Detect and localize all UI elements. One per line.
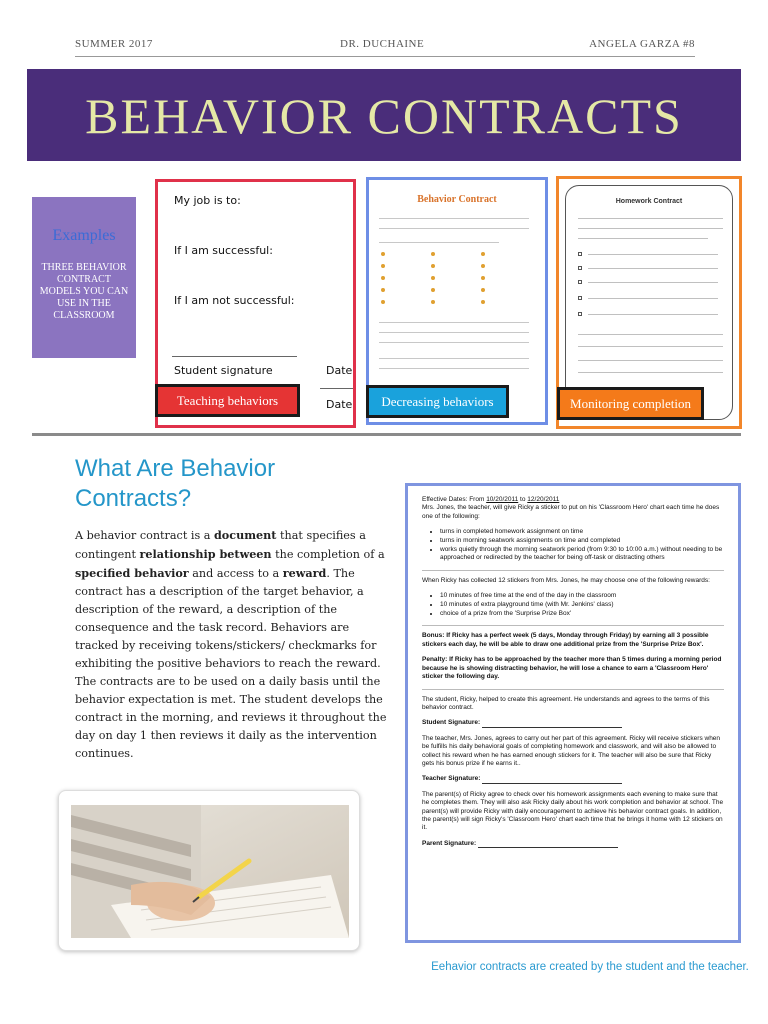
form-line: [379, 332, 529, 333]
body-emphasis: document: [213, 528, 277, 542]
checkbox-icon: [578, 312, 582, 316]
body-text: . The contract has a description of the target behavior, a description of the reward, a description of the consequence and the task record. Behaviors are tracked by receiving tokens/stickers/ checkmarks for exhibiting the positive behaviors to reach the reward. The contracts are to be used on a daily basis until the behavior expectation is met. The student develops the contract in the morning, and reviews it throughout the day on day 1 then reviews it daily as the intervention continues.: [75, 567, 387, 760]
tag-monitoring-completion: Monitoring completion: [557, 387, 704, 420]
body-text: A behavior contract is a: [75, 529, 214, 542]
form-line: [588, 254, 718, 255]
parent-text: The parent(s) of Ricky agree to check over his homework assignments each evening to make sure that he completes them. They will also ask Ricky daily about his work completion and behavior at school. The parent(s) will provide Ricky with daily encouragement to achieve his behavior contract goals. In addition, the parent(s) will sign Ricky's 'Classroom Hero' chart each time that he brings it home with 12 stickers on it.: [422, 790, 724, 832]
bullet-icon: [481, 276, 485, 280]
header-instructor: DR. DUCHAINE: [340, 38, 425, 50]
form-line: [578, 360, 723, 361]
examples-box: [32, 197, 136, 358]
header-author: ANGELA GARZA #8: [589, 38, 695, 50]
bullet-icon: [431, 264, 435, 268]
form-line: [379, 342, 529, 343]
parent-signature-label: Parent Signature:: [422, 839, 477, 847]
body-emphasis: reward: [282, 566, 327, 580]
page-title: BEHAVIOR CONTRACTS: [85, 88, 683, 144]
bullet-icon: [431, 300, 435, 304]
checkbox-icon: [578, 266, 582, 270]
bullet-icon: [381, 300, 385, 304]
teacher-signature-line: [482, 777, 622, 784]
reward-list: [440, 592, 724, 618]
rewards-intro: When Ricky has collected 12 stickers from Mrs. Jones, he may choose one of the following rewards:: [422, 576, 710, 584]
body-text: the completion of a: [271, 548, 385, 561]
list-item: • works quietly through the morning seatwork period (from 9:30 to 10:00 a.m.) without needing to be approached or redirected by the teacher for being off-task or distracting others: [440, 546, 724, 563]
signature-label: Student signature: [174, 364, 273, 377]
form-line: [578, 334, 723, 335]
dates-label: Effective Dates: From: [422, 496, 487, 503]
date-to: 12/20/2011: [527, 496, 560, 503]
page-header: [75, 38, 695, 54]
list-item: • 10 minutes of free time at the end of the day in the classroom: [440, 592, 724, 600]
success-label: If I am successful:: [174, 244, 273, 257]
checkbox-icon: [578, 252, 582, 256]
agreement-text: The student, Ricky, helped to create this agreement. He understands and agrees to the terms of this behavior contract.: [422, 695, 710, 711]
dates-to: to: [518, 496, 528, 503]
form-line: [379, 228, 529, 229]
form-line: [588, 298, 718, 299]
examples-subtitle: THREE BEHAVIOR CONTRACT MODELS YOU CAN USE IN THE CLASSROOM: [39, 262, 129, 321]
list-item: • turns in morning seatwork assignments on time and completed: [440, 537, 724, 545]
contract-caption: Eehavior contracts are created by the student and the teacher.: [431, 961, 749, 973]
sample-contract: [422, 496, 724, 855]
not-success-label: If I am not successful:: [174, 294, 295, 307]
behavior-list: [440, 528, 724, 563]
bullet-icon: [381, 276, 385, 280]
form-line: [379, 358, 529, 359]
form-line: [578, 372, 723, 373]
header-term: SUMMER 2017: [75, 38, 153, 50]
tag-decreasing-behaviors: Decreasing behaviors: [366, 385, 509, 418]
bullet-icon: [381, 288, 385, 292]
bullet-icon: [481, 300, 485, 304]
teacher-text: The teacher, Mrs. Jones, agrees to carry out her part of this agreement. Ricky will receive stickers when be fulfills his daily behavioral goals of completing homework and classwork, and will also be allowed to collect his reward when he has earned enough stickers for it. The teacher will also be sure that Ricky gets his bonus prize if he earns it..: [422, 734, 721, 767]
student-signature-label: Student Signature:: [422, 719, 481, 727]
section-rule: [422, 570, 724, 571]
contract-intro: Mrs. Jones, the teacher, will give Ricky a sticker to put on his 'Classroom Hero' chart each time he does one of the following:: [422, 504, 720, 520]
student-writing-illustration: [71, 805, 349, 938]
job-label: My job is to:: [174, 194, 241, 207]
bullet-icon: [381, 264, 385, 268]
student-signature-line: [482, 721, 622, 728]
title-banner: [27, 69, 741, 161]
form-line: [588, 314, 718, 315]
body-text: that specifies a contingent: [75, 529, 366, 561]
form-line: [588, 282, 718, 283]
header-rule: [75, 56, 695, 57]
bullet-icon: [381, 252, 385, 256]
bonus-text: Bonus: If Ricky has a perfect week (5 days, Monday through Friday) by earning all 3 possible stickers each day, he will be able to draw one additional prize from the 'Surprise Prize Box'.: [422, 632, 709, 648]
section-rule: [422, 625, 724, 626]
body-emphasis: specified behavior: [75, 566, 189, 580]
homework-contract-border: [565, 185, 733, 420]
date-label: Date: [326, 364, 353, 377]
form-line: [379, 322, 529, 323]
body-text: and access to a: [188, 567, 283, 580]
section-title: What Are Behavior Contracts?: [75, 455, 276, 512]
body-emphasis: relationship between: [139, 547, 272, 561]
examples-title: Examples: [52, 227, 116, 244]
form-line: [379, 368, 529, 369]
tag-teaching-behaviors: Teaching behaviors: [155, 384, 300, 417]
section-rule: [422, 689, 724, 690]
form-line: [379, 218, 529, 219]
form-line: [578, 218, 723, 219]
date-rule: [320, 388, 353, 389]
list-item: • turns in completed homework assignment on time: [440, 528, 724, 536]
bullet-icon: [481, 288, 485, 292]
bullet-icon: [481, 252, 485, 256]
date-label-2: Date: [326, 398, 353, 411]
article-body: [75, 526, 390, 763]
bullet-icon: [481, 264, 485, 268]
form-line: [379, 242, 499, 243]
form-line: [578, 346, 723, 347]
bullet-icon: [431, 276, 435, 280]
parent-signature-line: [478, 841, 618, 848]
penalty-text: Penalty: If Ricky has to be approached by the teacher more than 5 times during a morning period because he is showing distracting behavior, he will lose a chance to earn a 'Classroom Hero' sticker the following day.: [422, 656, 722, 681]
form-line: [588, 268, 718, 269]
checkbox-icon: [578, 280, 582, 284]
list-item: • choice of a prize from the 'Surprise Prize Box': [440, 610, 724, 618]
homework-contract-title: Homework Contract: [615, 198, 683, 205]
signature-rule: [172, 356, 297, 357]
photo-frame: [58, 790, 360, 951]
sample-contract-document: [405, 483, 741, 943]
form-line: [578, 228, 723, 229]
bullet-icon: [431, 288, 435, 292]
date-from: 10/20/2011: [486, 496, 519, 503]
section-divider: [32, 433, 741, 436]
form-line: [578, 238, 708, 239]
teacher-signature-label: Teacher Signature:: [422, 775, 481, 783]
student-writing-photo: [71, 805, 349, 938]
bullet-icon: [431, 252, 435, 256]
checkbox-icon: [578, 296, 582, 300]
decreasing-contract-title: Behavior Contract: [417, 194, 497, 205]
list-item: • 10 minutes of extra playground time (with Mr. Jenkins' class): [440, 601, 724, 609]
